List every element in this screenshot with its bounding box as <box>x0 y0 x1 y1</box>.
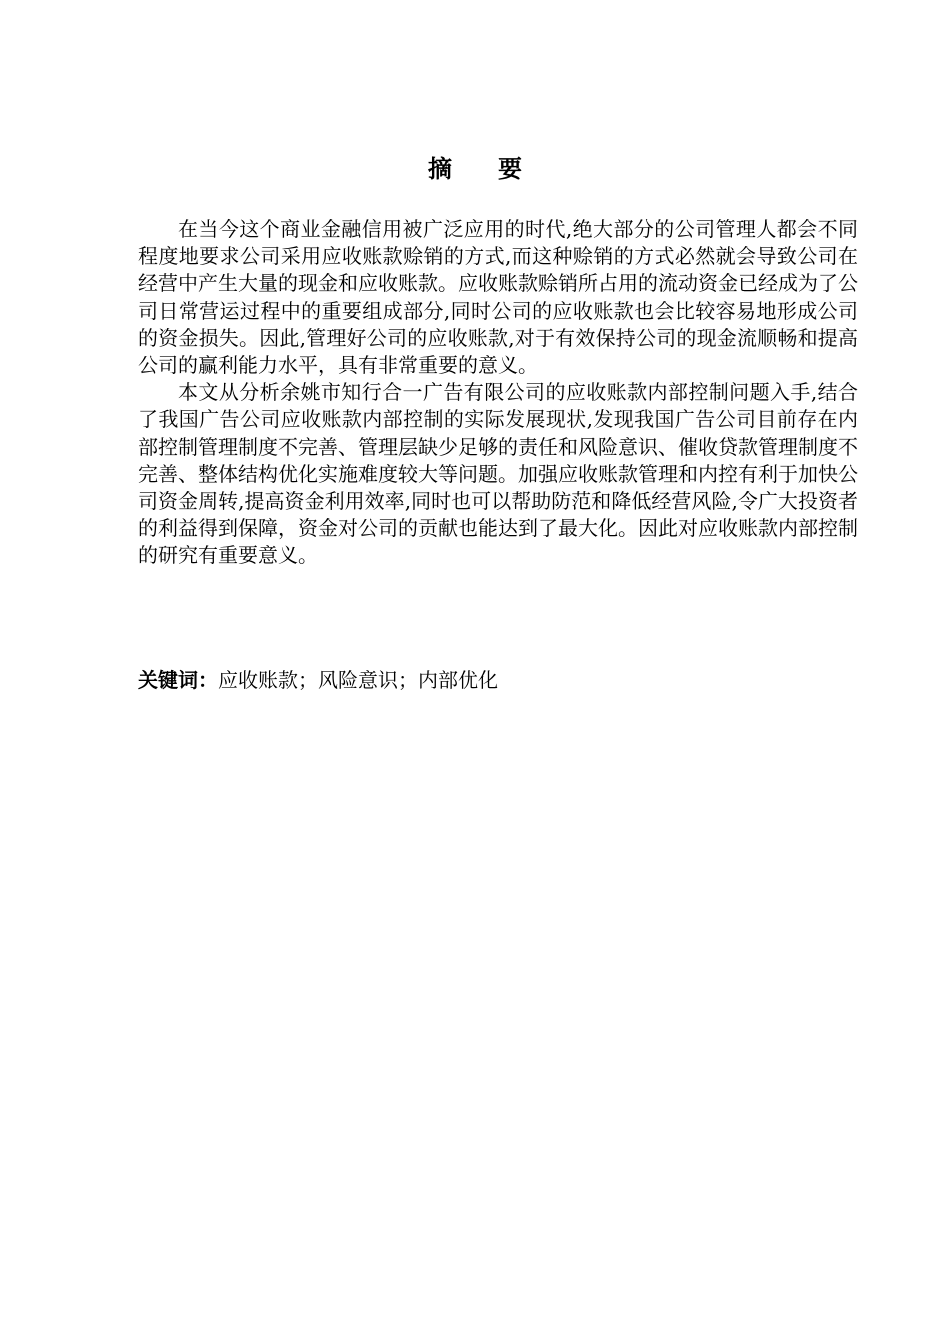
abstract-paragraph-1: 在当今这个商业金融信用被广泛应用的时代,绝大部分的公司管理人都会不同程度地要求公司采用应收账款赊销的方式,而这种赊销的方式必然就会导致公司在经营中产生大量的现金和应收账款。应收账款赊销所占用的流动资金已经成为了公司日常营运过程中的重要组成部分,同时公司的应收账款也会比较容易地形成公司的资金损失。因此,管理好公司的应收账款,对于有效保持公司的现金流顺畅和提高公司的赢利能力水平，具有非常重要的意义。 <box>138 217 858 378</box>
title-char-2: 要 <box>498 154 522 183</box>
keywords-line <box>138 666 858 694</box>
title-char-1: 摘 <box>428 154 452 183</box>
abstract-paragraph-2: 本文从分析余姚市知行合一广告有限公司的应收账款内部控制问题入手,结合了我国广告公司应收账款内部控制的实际发展现状,发现我国广告公司目前存在内部控制管理制度不完善、管理层缺少足够的责任和风险意识、催收贷款管理制度不完善、整体结构优化实施难度较大等问题。加强应收账款管理和内控有利于加快公司资金周转,提高资金利用效率,同时也可以帮助防范和降低经营风险,令广大投资者的利益得到保障，资金对公司的贡献也能达到了最大化。因此对应收账款内部控制的研究有重要意义。 <box>138 380 858 568</box>
abstract-title <box>0 152 950 186</box>
keywords-label: 关键词： <box>138 668 218 692</box>
abstract-body <box>138 216 858 570</box>
keywords-text: 应收账款；风险意识；内部优化 <box>218 668 498 692</box>
